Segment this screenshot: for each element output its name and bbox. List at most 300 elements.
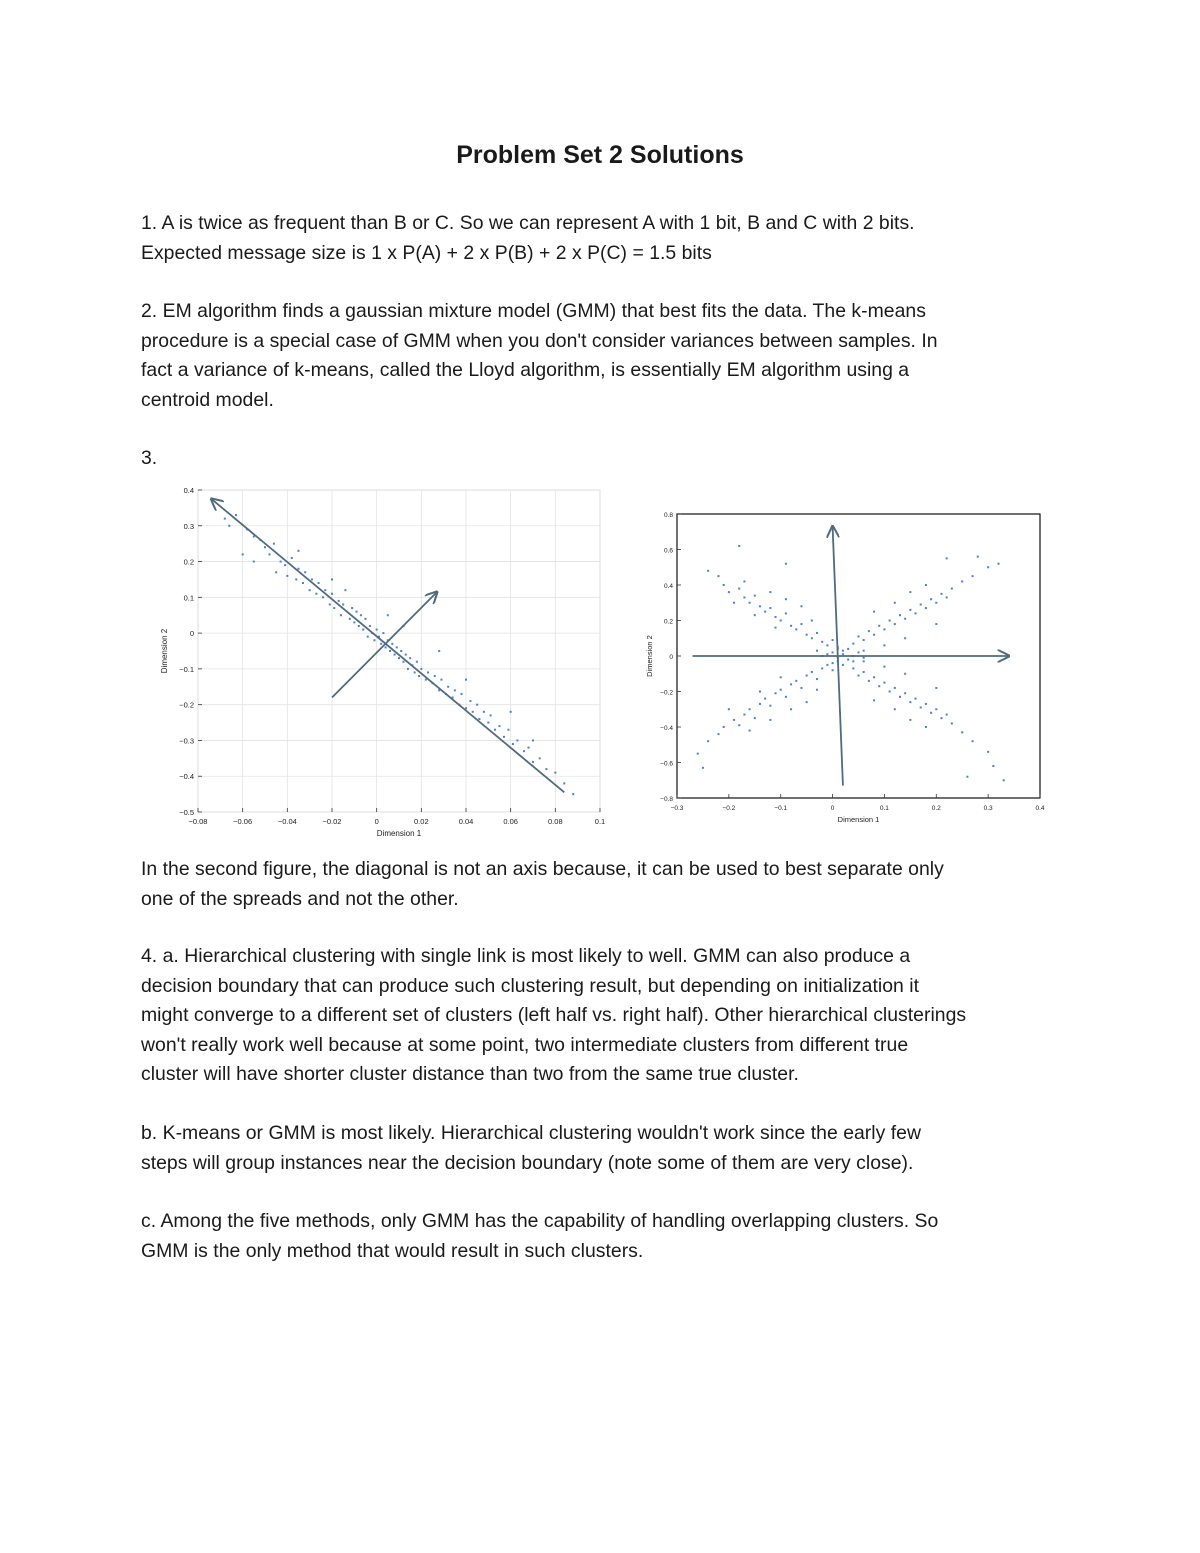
chart1-data-point	[358, 625, 360, 627]
answer-4a-line: won't really work well because at some point, two intermediate clusters from different true	[141, 1033, 909, 1056]
chart2-data-point	[842, 664, 844, 666]
chart1-data-point	[315, 593, 317, 595]
chart1-data-point	[382, 632, 384, 634]
chart2-data-point	[826, 664, 828, 666]
answer-4c-line: c. Among the five methods, only GMM has the capability of handling overlapping clusters. So	[141, 1210, 939, 1232]
chart2-data-point	[977, 556, 979, 558]
chart2-data-point	[764, 611, 766, 613]
chart2-y-tick-label: 0.8	[663, 512, 673, 519]
chart2-data-point	[775, 627, 777, 629]
chart2-data-point	[852, 660, 854, 662]
chart2-data-point	[697, 753, 699, 755]
chart2-x-tick-label: −0.3	[670, 805, 684, 812]
chart2-data-point	[889, 620, 891, 622]
chart2-data-point	[873, 676, 875, 678]
chart2-data-point	[769, 591, 771, 593]
chart1-data-point	[487, 722, 489, 724]
answer-2-line: fact a variance of k-means, called the Lloyd algorithm, is essentially EM algorithm using a	[141, 359, 910, 381]
chart2-data-point	[707, 740, 709, 742]
chart2-data-point	[702, 767, 704, 769]
caption-line: one of the spreads and not the other.	[141, 887, 459, 910]
chart2-x-tick-label: 0.4	[1035, 805, 1045, 812]
chart1-data-point	[387, 614, 389, 616]
chart1-data-point	[351, 607, 353, 609]
chart2-data-point	[743, 596, 745, 598]
chart2-data-point	[785, 612, 787, 614]
chart2-data-point	[894, 687, 896, 689]
chart1-data-point	[304, 571, 306, 573]
chart2-data-point	[754, 595, 756, 597]
chart1-data-point	[405, 654, 407, 656]
chart1-data-point	[469, 700, 471, 702]
chart2-data-point	[909, 701, 911, 703]
chart2-data-point	[873, 699, 875, 701]
chart2-data-point	[883, 682, 885, 684]
chart2-data-point	[806, 701, 808, 703]
chart1-y-tick-label: 0	[189, 629, 194, 639]
chart2-data-point	[790, 708, 792, 710]
chart2-data-point	[883, 666, 885, 668]
chart2-data-point	[930, 712, 932, 714]
chart2-data-point	[733, 602, 735, 604]
chart1-y-tick-label: 0.1	[183, 593, 194, 603]
chart2-data-point	[1003, 779, 1005, 781]
chart1-data-point	[322, 596, 324, 598]
chart2-data-point	[935, 602, 937, 604]
chart1-data-point	[440, 679, 442, 681]
chart1-y-tick-label: 0.3	[183, 521, 194, 531]
answer-2-line: procedure is a special case of GMM when you don't consider variances between samples. In	[141, 329, 938, 352]
chart2-data-point	[966, 776, 968, 778]
chart2-data-point	[738, 588, 740, 590]
chart1-data-point	[402, 661, 404, 663]
chart1-data-point	[373, 639, 375, 641]
chart1-data-point	[295, 578, 297, 580]
chart1-data-point	[510, 711, 512, 713]
answer-4b-line: b. K-means or GMM is most likely. Hierarchical clustering wouldn't work since the early few	[141, 1122, 921, 1144]
chart2-data-point	[894, 623, 896, 625]
chart2-data-point	[816, 632, 818, 634]
chart1-data-point	[333, 607, 335, 609]
chart2-data-point	[754, 614, 756, 616]
chart2-y-axis-label: Dimension 2	[645, 635, 654, 677]
chart1-data-point	[228, 525, 230, 527]
chart1-data-point	[275, 571, 277, 573]
chart1-x-tick-label: −0.02	[322, 817, 342, 826]
chart2-data-point	[904, 637, 906, 639]
chart2-data-point	[909, 719, 911, 721]
chart2-data-point	[749, 730, 751, 732]
chart1-data-point	[365, 618, 367, 620]
chart1-data-point	[476, 704, 478, 706]
chart1-data-point	[394, 654, 396, 656]
chart2-x-tick-label: −0.1	[774, 805, 788, 812]
chart2-data-point	[754, 717, 756, 719]
chart2-data-point	[972, 575, 974, 577]
chart2-data-point	[785, 563, 787, 565]
chart2-data-point	[915, 698, 917, 700]
answer-4a-line: decision boundary that can produce such clustering result, but depending on initialization it	[141, 974, 919, 997]
chart2-data-point	[946, 714, 948, 716]
chart2-data-point	[842, 653, 844, 655]
chart1-x-tick-label: −0.08	[188, 817, 208, 826]
chart2-data-point	[717, 575, 719, 577]
chart1-data-point	[396, 646, 398, 648]
chart2-data-point	[925, 607, 927, 609]
chart2-data-point	[852, 667, 854, 669]
answer-2	[141, 297, 1071, 415]
chart2-y-tick-label: −0.4	[660, 725, 673, 732]
chart2-data-point	[961, 580, 963, 582]
chart1-data-point	[264, 546, 266, 548]
chart2-data-point	[847, 659, 849, 661]
chart2-data-point	[920, 604, 922, 606]
chart1-data-point	[528, 747, 530, 749]
chart1-y-tick-label: −0.1	[179, 664, 194, 674]
chart2-data-point	[806, 675, 808, 677]
chart1-data-point	[483, 711, 485, 713]
chart1-data-point	[563, 782, 565, 784]
chart2-data-point	[909, 591, 911, 593]
scatter-figure-1	[155, 477, 615, 847]
chart2-data-point	[925, 584, 927, 586]
chart2-data-point	[863, 639, 865, 641]
chart2-data-point	[717, 733, 719, 735]
chart1-data-point	[298, 550, 300, 552]
chart2-data-point	[749, 708, 751, 710]
chart1-x-tick-label: 0.04	[458, 817, 474, 826]
chart2-data-point	[728, 591, 730, 593]
chart2-x-axis-label: Dimension 1	[837, 815, 880, 824]
chart2-data-point	[826, 644, 828, 646]
chart2-data-point	[790, 683, 792, 685]
chart1-data-point	[253, 561, 255, 563]
chart1-data-point	[414, 671, 416, 673]
chart2-data-point	[899, 696, 901, 698]
chart2-data-point	[940, 593, 942, 595]
chart1-x-tick-label: −0.06	[233, 817, 253, 826]
chart2-data-point	[909, 609, 911, 611]
chart2-data-point	[826, 653, 828, 655]
chart2-data-point	[873, 634, 875, 636]
chart1-data-point	[427, 671, 429, 673]
answer-4a-line: cluster will have shorter cluster distance than two from the same true cluster.	[141, 1063, 799, 1085]
chart2-data-point	[806, 634, 808, 636]
chart1-data-point	[490, 714, 492, 716]
chart1-data-point	[380, 643, 382, 645]
chart2-data-point	[889, 691, 891, 693]
chart1-data-point	[298, 568, 300, 570]
chart1-data-point	[461, 693, 463, 695]
chart1-data-point	[499, 725, 501, 727]
chart1-data-point	[340, 614, 342, 616]
chart2-data-point	[738, 724, 740, 726]
answer-4c	[141, 1207, 1071, 1266]
chart1-data-point	[472, 711, 474, 713]
chart2-data-point	[883, 628, 885, 630]
answer-2-line: centroid model.	[141, 388, 274, 411]
chart2-data-point	[769, 705, 771, 707]
chart1-y-tick-label: −0.2	[179, 700, 194, 710]
chart1-data-point	[418, 675, 420, 677]
chart2-data-point	[904, 692, 906, 694]
chart2-data-point	[800, 605, 802, 607]
chart2-data-point	[832, 669, 834, 671]
scatter-figure-2	[640, 505, 1055, 825]
chart1-data-point	[400, 650, 402, 652]
chart2-data-point	[940, 717, 942, 719]
chart1-data-point	[356, 611, 358, 613]
answer-4a	[141, 942, 1071, 1090]
chart1-data-point	[494, 729, 496, 731]
chart2-data-point	[915, 612, 917, 614]
chart1-x-tick-label: −0.04	[277, 817, 297, 826]
chart1-data-point	[554, 772, 556, 774]
chart1-data-point	[438, 650, 440, 652]
chart2-data-point	[863, 671, 865, 673]
chart2-data-point	[743, 714, 745, 716]
answer-4b-line: steps will group instances near the decision boundary (note some of them are very close).	[141, 1151, 914, 1174]
chart1-data-point	[362, 629, 364, 631]
chart2-data-point	[759, 691, 761, 693]
chart2-data-point	[992, 765, 994, 767]
chart2-data-point	[873, 611, 875, 613]
chart2-data-point	[894, 708, 896, 710]
chart2-data-point	[780, 620, 782, 622]
chart2-data-point	[816, 689, 818, 691]
chart1-data-point	[465, 679, 467, 681]
chart1-data-point	[369, 625, 371, 627]
chart1-data-point	[273, 543, 275, 545]
chart2-data-point	[723, 584, 725, 586]
chart1-data-point	[434, 675, 436, 677]
chart2-data-point	[800, 623, 802, 625]
chart1-x-tick-label: 0.08	[548, 817, 563, 826]
chart1-data-point	[398, 657, 400, 659]
chart2-data-point	[998, 563, 1000, 565]
chart2-data-point	[816, 650, 818, 652]
chart2-data-point	[925, 726, 927, 728]
answer-2-line: 2. EM algorithm finds a gaussian mixture model (GMM) that best fits the data. The k-means	[141, 300, 926, 322]
chart1-data-point	[407, 668, 409, 670]
chart2-x-tick-label: 0.1	[879, 805, 889, 812]
chart1-data-point	[367, 636, 369, 638]
chart2-y-tick-label: −0.6	[660, 760, 673, 768]
chart2-data-point	[863, 650, 865, 652]
chart2-data-point	[728, 708, 730, 710]
chart2-data-point	[785, 598, 787, 600]
chart2-data-point	[775, 692, 777, 694]
chart1-data-point	[329, 603, 331, 605]
chart1-data-point	[353, 621, 355, 623]
chart2-data-point	[863, 657, 865, 659]
chart1-data-point	[360, 614, 362, 616]
chart2-data-point	[749, 602, 751, 604]
chart1-data-point	[284, 564, 286, 566]
chart1-data-point	[318, 582, 320, 584]
answer-4b	[141, 1119, 1071, 1178]
chart2-y-tick-label: −0.8	[660, 796, 673, 803]
chart2-x-tick-label: 0	[830, 805, 835, 812]
chart2-data-point	[935, 708, 937, 710]
chart2-data-point	[904, 673, 906, 675]
chart2-data-point	[821, 641, 823, 643]
chart2-x-tick-label: −0.2	[722, 805, 736, 812]
chart1-data-point	[532, 739, 534, 741]
chart2-data-point	[946, 596, 948, 598]
answer-3-number: 3.	[141, 447, 158, 469]
chart2-data-point	[987, 751, 989, 753]
chart2-x-tick-label: 0.3	[983, 805, 993, 812]
chart1-data-point	[286, 575, 288, 577]
chart1-data-point	[503, 736, 505, 738]
answer-4a-line: might converge to a different set of clusters (left half vs. right half). Other hierarchical clusterings	[141, 1004, 967, 1026]
chart2-data-point	[759, 605, 761, 607]
answer-1-line: 1. A is twice as frequent than B or C. So we can represent A with 1 bit, B and C with 2 bits.	[141, 212, 915, 234]
chart2-data-point	[723, 726, 725, 728]
chart1-data-point	[342, 603, 344, 605]
chart2-data-point	[858, 635, 860, 637]
chart2-data-point	[785, 696, 787, 698]
chart2-data-point	[883, 644, 885, 646]
chart1-data-point	[311, 578, 313, 580]
chart1-data-point	[385, 646, 387, 648]
chart1-data-point	[280, 561, 282, 563]
chart2-data-point	[816, 678, 818, 680]
chart2-data-point	[847, 648, 849, 650]
chart2-data-point	[795, 680, 797, 682]
chart2-data-point	[832, 662, 834, 664]
chart2-data-point	[951, 588, 953, 590]
chart1-data-point	[389, 650, 391, 652]
chart1-data-point	[420, 668, 422, 670]
chart2-data-point	[858, 675, 860, 677]
answer-4c-line: GMM is the only method that would result in such clusters.	[141, 1239, 644, 1262]
chart1-x-tick-label: 0	[374, 817, 379, 826]
chart2-data-point	[790, 625, 792, 627]
chart1-data-point	[512, 743, 514, 745]
chart1-data-point	[539, 757, 541, 759]
chart2-y-tick-label: 0.2	[663, 618, 673, 626]
chart1-y-axis-label: Dimension 2	[160, 628, 169, 674]
chart1-x-tick-label: 0.06	[503, 817, 518, 826]
chart2-data-point	[868, 680, 870, 682]
chart1-data-point	[235, 514, 237, 516]
chart2-data-point	[780, 689, 782, 691]
chart1-y-tick-label: −0.3	[179, 736, 194, 746]
chart1-data-point	[376, 629, 378, 631]
chart2-data-point	[764, 698, 766, 700]
chart1-data-point	[507, 729, 509, 731]
chart1-data-point	[309, 589, 311, 591]
chart2-data-point	[868, 630, 870, 632]
chart2-data-point	[821, 667, 823, 669]
chart2-data-point	[925, 703, 927, 705]
chart1-data-point	[516, 739, 518, 741]
chart2-data-point	[707, 570, 709, 572]
chart2-data-point	[832, 651, 834, 653]
chart1-data-point	[291, 557, 293, 559]
chart1-x-tick-label: 0.1	[594, 817, 606, 826]
chart2-data-point	[863, 660, 865, 662]
chart1-data-point	[331, 578, 333, 580]
chart2-y-tick-label: 0	[669, 654, 673, 661]
chart2-data-point	[811, 671, 813, 673]
chart1-data-point	[454, 689, 456, 691]
chart2-data-point	[743, 580, 745, 582]
chart2-data-point	[769, 719, 771, 721]
chart1-data-point	[409, 657, 411, 659]
chart2-data-point	[811, 620, 813, 622]
answer-3-label	[141, 444, 1071, 474]
chart1-data-point	[416, 661, 418, 663]
chart1-y-tick-label: 0.4	[183, 486, 194, 495]
chart2-data-point	[832, 639, 834, 641]
chart2-data-point	[800, 687, 802, 689]
answer-1-line: Expected message size is 1 x P(A) + 2 x P(B) + 2 x P(C) = 1.5 bits	[141, 241, 712, 264]
chart1-data-point	[349, 618, 351, 620]
answer-3-caption	[141, 855, 1071, 914]
chart2-data-point	[759, 703, 761, 705]
chart2-data-point	[961, 731, 963, 733]
chart1-data-point	[532, 761, 534, 763]
chart1-data-point	[391, 643, 393, 645]
page-title: Problem Set 2 Solutions	[456, 141, 744, 169]
chart2-data-point	[894, 602, 896, 604]
chart1-data-point	[324, 589, 326, 591]
chart1-data-point	[331, 593, 333, 595]
chart1-data-point	[344, 589, 346, 591]
answer-1	[141, 209, 1071, 268]
chart2-data-point	[780, 676, 782, 678]
chart2-y-tick-label: −0.2	[660, 689, 673, 697]
answer-4a-line: 4. a. Hierarchical clustering with single link is most likely to well. GMM can also produce a	[141, 945, 911, 967]
chart1-data-point	[268, 553, 270, 555]
chart2-data-point	[920, 706, 922, 708]
chart1-data-point	[224, 518, 226, 520]
chart1-data-point	[447, 686, 449, 688]
chart2-data-point	[972, 740, 974, 742]
chart2-data-point	[930, 598, 932, 600]
chart1-y-tick-label: 0.2	[183, 557, 194, 567]
chart2-data-point	[946, 557, 948, 559]
chart1-data-point	[478, 718, 480, 720]
chart1-data-point	[523, 750, 525, 752]
chart2-data-point	[878, 685, 880, 687]
chart2-data-point	[878, 625, 880, 627]
chart2-data-point	[811, 637, 813, 639]
chart2-data-point	[935, 687, 937, 689]
chart2-data-point	[899, 614, 901, 616]
chart2-data-point	[738, 545, 740, 547]
chart1-data-point	[302, 582, 304, 584]
chart2-y-tick-label: 0.4	[663, 583, 673, 590]
chart2-data-point	[795, 628, 797, 630]
chart2-data-point	[951, 722, 953, 724]
chart1-y-tick-label: −0.5	[179, 808, 194, 817]
chart1-x-axis-label: Dimension 1	[376, 829, 422, 838]
chart2-data-point	[858, 651, 860, 653]
chart1-data-point	[572, 793, 574, 795]
chart1-data-point	[545, 768, 547, 770]
caption-line: In the second figure, the diagonal is not an axis because, it can be used to best separate only	[141, 858, 944, 880]
chart1-data-point	[338, 600, 340, 602]
chart2-data-point	[904, 618, 906, 620]
chart2-data-point	[842, 650, 844, 652]
chart2-data-point	[775, 616, 777, 618]
chart1-data-point	[242, 553, 244, 555]
chart2-data-point	[852, 643, 854, 645]
